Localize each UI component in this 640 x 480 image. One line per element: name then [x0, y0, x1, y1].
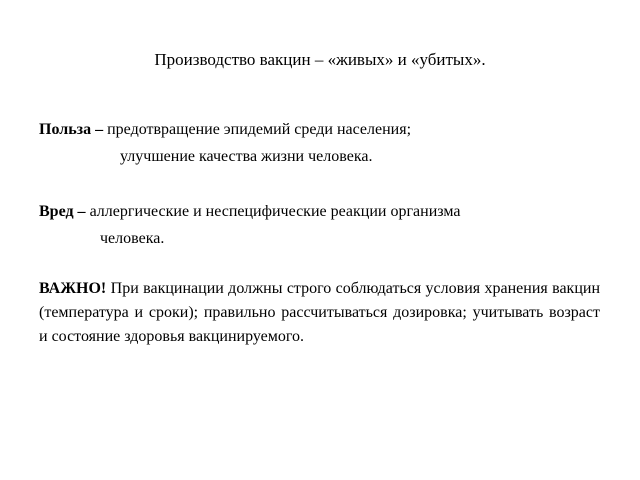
important-paragraph — [39, 277, 600, 349]
harm-line-2 — [100, 227, 600, 251]
slide-title: Производство вакцин – «живых» и «убитых». — [154, 50, 486, 69]
benefit-line-1 — [39, 118, 599, 142]
important-text: При вакцинации должны строго соблюдаться условия хранения вакцин (температура и сроки); правильно рассчитываться дозировка; учитывать возраст и состояние здоровья вакцинируемого. — [39, 280, 601, 345]
benefit-line-2 — [120, 145, 600, 169]
benefit-text-1: предотвращение эпидемий среди населения; — [107, 121, 412, 138]
benefit-text-2: улучшение качества жизни человека. — [120, 148, 373, 165]
harm-line-1 — [39, 200, 599, 224]
harm-text-2: человека. — [100, 230, 165, 247]
harm-text-1: аллергические и неспецифические реакции организма — [89, 203, 461, 220]
harm-label: Вред – — [39, 203, 86, 220]
benefit-label: Польза – — [39, 121, 104, 138]
important-label: ВАЖНО! — [39, 280, 107, 297]
